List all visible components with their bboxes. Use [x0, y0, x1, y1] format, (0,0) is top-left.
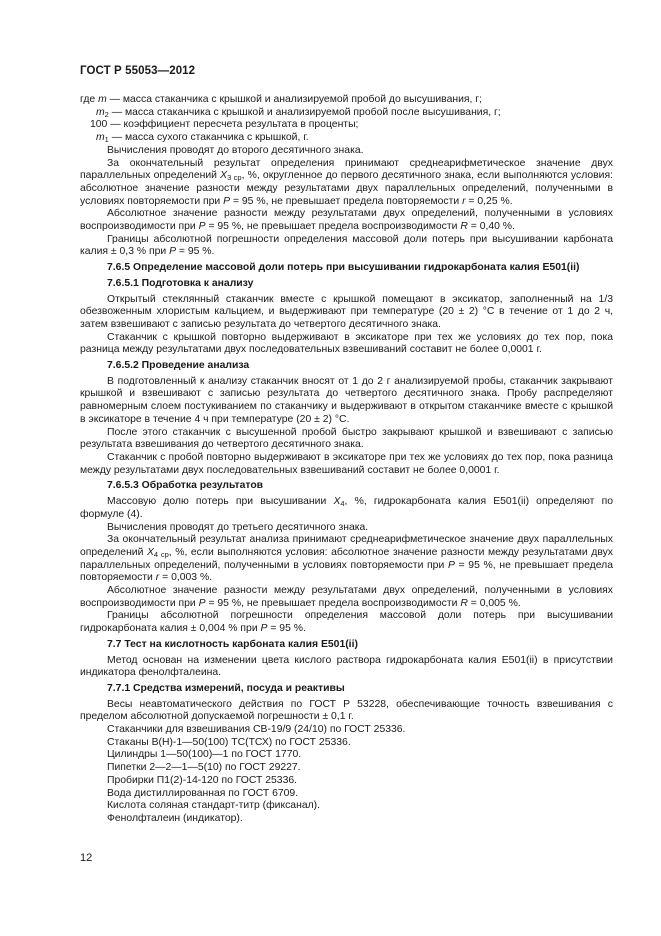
where-line-m: где m — масса стаканчика с крышкой и анализируемой пробой до высушивания, г; — [80, 94, 482, 105]
where-line-m2: $m_2$ — масса стаканчика с крышкой и анализируемой пробой после высушивания, г; — [96, 106, 501, 119]
list-item: Стаканы В(Н)-1—50(100) ТС(ТСХ) по ГОСТ 25336. — [107, 736, 351, 748]
paragraph: Границы абсолютной погрешности определения массовой доли потерь при высушивании карбоната калия ± 0,3 % при P = 95 %. — [80, 233, 613, 258]
list-item: Фенолфталеин (индикатор). — [107, 812, 243, 824]
paragraph: Открытый стеклянный стаканчик вместе с крышкой помещают в эксикатор, заполненный на 1/3 обезвоженным хлористым кальцием, и выдерживают при температуре (20 ± 2) °С в течение от 1 до 2 ч, затем взвешивают с записью результата до четвертого десятичного знака. — [80, 293, 613, 330]
paragraph: За окончательный результат определения принимают среднеарифметическое значение двух параллельных определений $X_{3 ср}$, %, округленное до первого десятичного знака, если выполняются условия: абсолютное значение разности между результатами двух параллельных определений, полученными в условиях повторяемости при P = 95 %, не превышает предела повторяемости r = 0,25 %. — [80, 157, 613, 207]
paragraph: Метод основан на изменении цвета кислого раствора гидрокарбоната калия Е501(ii) в присутствии индикатора фенолфталеина. — [80, 654, 613, 679]
subsection-heading: 7.6.5.3 Обработка результатов — [107, 480, 264, 492]
paragraph: В подготовленный к анализу стаканчик вносят от 1 до 2 г анализируемой пробы, стаканчик закрывают крышкой и взвешивают с записью результата до четвертого десятичного знака. Пробу распределяют равномерным слоем постукиванием по стаканчику и выдерживают в открытом стаканчике вместе с крышкой в эксикаторе в течение 4 ч при температуре (20 ± 2) °С. — [80, 375, 613, 425]
where-line-100: 100 — коэффициент пересчета результата в проценты; — [90, 119, 359, 131]
paragraph: За окончательный результат анализа принимают среднеарифметическое значение двух параллельных определений $X_{4 ср}$, %, если выполняются условия: абсолютное значение разности между результатами двух параллельных определений, полученными в условиях повторяемости при P = 95 %, не превышает предела повторяемости r = 0,003 %. — [80, 534, 614, 584]
paragraph: Границы абсолютной погрешности определения массовой доли потерь при высушивании гидрокарбоната калия ± 0,004 % при P = 95 %. — [80, 610, 613, 635]
subsection-heading: 7.7.1 Средства измерений, посуда и реактивы — [107, 682, 345, 694]
page-number: 12 — [80, 852, 93, 864]
paragraph: Весы неавтоматического действия по ГОСТ Р 53228, обеспечивающие точность взвешивания с пределом абсолютной допускаемой погрешности ± 0,1 г. — [80, 698, 613, 723]
paragraph: Массовую долю потерь при высушивании $X_4$, %, гидрокарбоната калия Е501(ii) определяют по формуле (4). — [80, 496, 613, 520]
paragraph: Стаканчик с пробой повторно выдерживают в эксикаторе при тех же условиях до тех пор, пока разница между результатами двух последовательных взвешиваний составит не более 0,0001 г. — [80, 451, 613, 476]
paragraph: Абсолютное значение разности между результатами двух определений, полученными в условиях воспроизводимости при P = 95 %, не превышает предела воспроизводимости R = 0,005 %. — [80, 585, 613, 609]
subsection-heading: 7.6.5.1 Подготовка к анализу — [107, 277, 254, 289]
section-heading: 7.7 Тест на кислотность карбоната калия Е501(ii) — [107, 638, 358, 650]
list-item: Стаканчики для взвешивания СВ-19/9 (24/10) по ГОСТ 25336. — [107, 724, 406, 736]
subsection-heading: 7.6.5.2 Проведение анализа — [107, 360, 250, 372]
paragraph: Вычисления проводят до второго десятичного знака. — [107, 144, 364, 156]
paragraph: Абсолютное значение разности между результатами двух определений, полученными в условиях воспроизводимости при P = 95 %, не превышает предела воспроизводимости R = 0,40 %. — [80, 208, 613, 233]
list-item: Пипетки 2—2—1—5(10) по ГОСТ 29227. — [107, 762, 301, 774]
where-line-m1: $m_1$ — масса сухого стаканчика с крышкой, г. — [96, 132, 309, 145]
list-item: Вода дистиллированная по ГОСТ 6709. — [107, 787, 299, 799]
list-item: Цилиндры 1—50(100)—1 по ГОСТ 1770. — [107, 749, 302, 761]
list-item: Кислота соляная стандарт-титр (фиксанал). — [107, 800, 321, 812]
section-heading: 7.6.5 Определение массовой доли потерь при высушивании гидрокарбоната калия Е501(ii) — [107, 262, 580, 274]
page-content — [80, 94, 613, 826]
page-header: ГОСТ Р 55053—2012 — [80, 65, 196, 77]
paragraph: После этого стаканчик с высушенной пробой быстро закрывают крышкой и взвешивают с записью результата взвешивания до четвертого десятичного знака. — [80, 426, 613, 451]
list-item: Пробирки П1(2)-14-120 по ГОСТ 25336. — [107, 774, 298, 786]
paragraph: Стаканчик с крышкой повторно выдерживают в эксикаторе при тех же условиях до тех пор, пока разница между результатами двух последовательных взвешиваний составит не более 0,0001 г. — [80, 331, 613, 356]
paragraph: Вычисления проводят до третьего десятичного знака. — [107, 521, 369, 533]
